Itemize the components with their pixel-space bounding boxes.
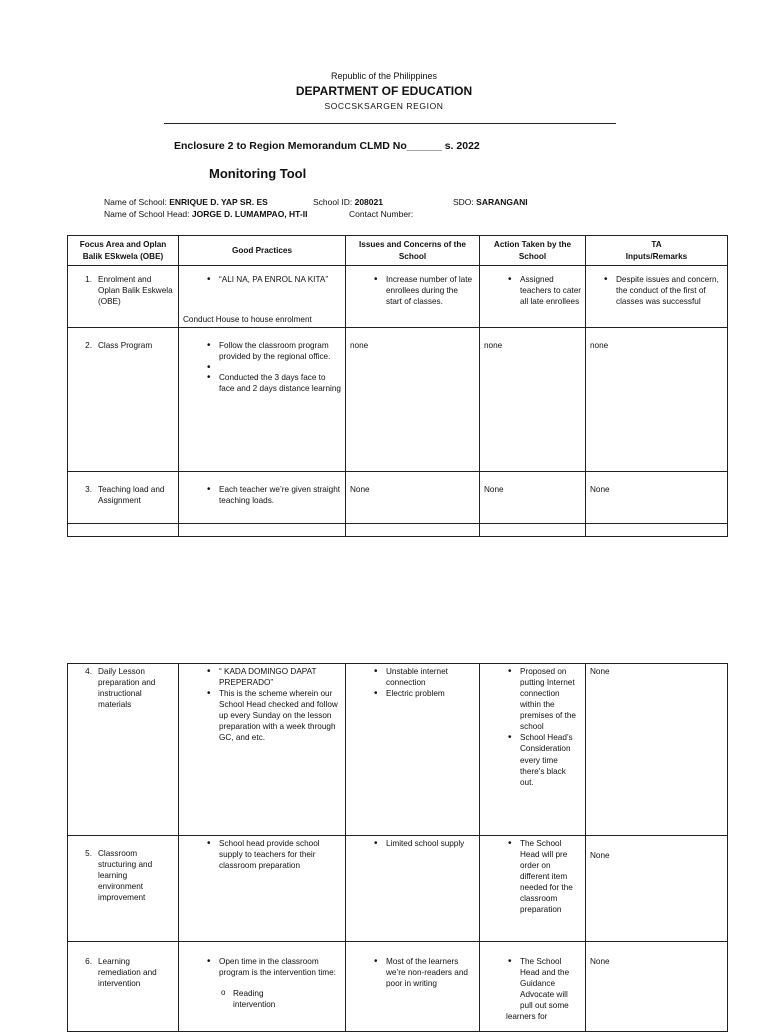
ta-header-label: TA: [651, 240, 662, 250]
row6-ta: None: [586, 942, 728, 1032]
col-action-header: Action Taken by the School: [480, 236, 586, 266]
row2-practices: [179, 328, 346, 472]
row4-practices: [179, 664, 346, 836]
row4-issue-1: • Unstable internet connection: [386, 666, 475, 688]
row5-action-text: • The School Head will pre order on different item needed for the classroom preparation: [520, 838, 581, 915]
row3-practice: • Each teacher we’re given straight teaching loads.: [219, 484, 341, 506]
row5-focus: [68, 836, 179, 942]
table-row: [68, 266, 728, 328]
row6-issues: [346, 942, 480, 1032]
row3-action: None: [480, 472, 586, 524]
region-line: SOCCSKSARGEN REGION: [324, 101, 444, 111]
row4-practice-2: • This is the scheme wherein our School Head checked and follow up every Sunday on the lesson preparation with a week through GC, and etc.: [219, 688, 341, 743]
enclosure-line: Enclosure 2 to Region Memorandum CLMD No______ s. 2022: [174, 140, 480, 152]
table-row: [68, 472, 728, 524]
row2-number: 2.: [85, 341, 92, 350]
monitoring-table-part-1: [67, 235, 728, 537]
row6-action: [480, 942, 586, 1032]
col-issues-header: Issues and Concerns of the School: [346, 236, 480, 266]
row6-focus: [68, 942, 179, 1032]
table-row: [68, 328, 728, 472]
row4-practice-1: • “ KADA DOMINGO DAPAT PREPERADO”: [219, 666, 341, 688]
row1-practice-bullet: • “ALI NA, PA ENROL NA KITA”: [219, 274, 341, 285]
school-name-line: [104, 197, 268, 207]
monitoring-table-part-2: [67, 663, 728, 1032]
col-focus-area-header: Focus Area and Oplan Balik ESkwela (OBE): [68, 236, 179, 266]
row3-number: 3.: [85, 485, 92, 494]
row5-focus-text: Classroom structuring and learning environment improvement: [98, 849, 153, 903]
row5-ta: None: [586, 836, 728, 942]
empty-cell: [179, 524, 346, 537]
row6-focus-text: Learning remediation and intervention: [98, 957, 157, 989]
empty-cell: [480, 524, 586, 537]
spacer: [219, 362, 341, 372]
row4-issue-2: • Electric problem: [386, 688, 475, 699]
row5-practices: [179, 836, 346, 942]
row6-action-cont: learners for: [506, 1012, 548, 1022]
col-ta-header: [586, 236, 728, 266]
row6-practice: • Open time in the classroom program is the intervention time:: [219, 956, 341, 978]
sdo-value: SARANGANI: [476, 197, 528, 207]
row1-issues: [346, 266, 480, 328]
row4-ta: None: [586, 664, 728, 836]
school-id-value: 208021: [354, 197, 383, 207]
empty-cell: [586, 524, 728, 537]
school-head-line: [104, 209, 307, 219]
row1-action: [480, 266, 586, 328]
school-name-label: Name of School:: [104, 197, 167, 207]
row2-ta: none: [586, 328, 728, 472]
row6-practices: [179, 942, 346, 1032]
empty-cell: [346, 524, 480, 537]
school-head-label: Name of School Head:: [104, 209, 190, 219]
row5-issues: [346, 836, 480, 942]
remarks-header-label: Inputs/Remarks: [625, 251, 688, 261]
row3-issues: None: [346, 472, 480, 524]
table-row: [68, 836, 728, 942]
school-head-value: JORGE D. LUMAMPAO, HT-II: [191, 209, 308, 219]
row2-practice-2: • Conducted the 3 days face to face and 2 days distance learning: [219, 372, 341, 394]
row2-action: none: [480, 328, 586, 472]
republic-line: Republic of the Philippines: [330, 71, 438, 81]
row2-issues: none: [346, 328, 480, 472]
col-good-practices-header: Good Practices: [179, 236, 346, 266]
table-row: [68, 942, 728, 1032]
row5-action: [480, 836, 586, 942]
school-id-label: School ID:: [313, 197, 353, 207]
row4-number: 4.: [85, 667, 92, 676]
contact-number-line: [349, 209, 413, 219]
row1-issue: • Increase number of late enrollees during the start of classes.: [386, 274, 475, 307]
row4-focus: [68, 664, 179, 836]
monitoring-tool-title: Monitoring Tool: [209, 166, 307, 181]
row4-action: [480, 664, 586, 836]
row6-number: 6.: [85, 957, 92, 966]
row6-practice-sub-cont: intervention: [233, 1000, 276, 1010]
row4-action-1: • Proposed on putting Internet connection within the premises of the school: [520, 666, 581, 732]
table-row-empty: [68, 524, 728, 537]
sdo-line: [453, 197, 528, 207]
empty-cell: [68, 524, 179, 537]
table-row: [68, 664, 728, 836]
school-id-line: [313, 197, 383, 207]
row3-focus-text: Teaching load and Assignment: [98, 485, 165, 506]
row1-number: 1.: [85, 275, 92, 284]
row4-issues: [346, 664, 480, 836]
contact-number-label: Contact Number:: [349, 209, 414, 219]
row6-practice-sub: o Reading: [233, 988, 341, 999]
sdo-label: SDO:: [453, 197, 474, 207]
row3-ta: None: [586, 472, 728, 524]
table-header-row: [68, 236, 728, 266]
row1-ta: [586, 266, 728, 328]
row5-issue: • Limited school supply: [386, 838, 475, 849]
row6-action-text: • The School Head and the Guidance Advocate will pull out some: [520, 956, 581, 1011]
school-name-value: ENRIQUE D. YAP SR. ES: [169, 197, 268, 207]
row2-practice-1: • Follow the classroom program provided by the regional office.: [219, 340, 341, 362]
row5-practice: • School head provide school supply to teachers for their classroom preparation: [219, 838, 341, 871]
row5-number: 5.: [85, 849, 92, 858]
row6-issue: • Most of the learners we’re non-readers and poor in writing: [386, 956, 475, 989]
row1-focus: [68, 266, 179, 328]
row3-practices: [179, 472, 346, 524]
row1-practices: [179, 266, 346, 328]
row4-focus-text: Daily Lesson preparation and instructional materials: [98, 667, 156, 710]
row2-focus: [68, 328, 179, 472]
row1-ta-text: • Despite issues and concern, the conduct of the first of classes was successful: [616, 274, 723, 307]
row3-focus: [68, 472, 179, 524]
row1-focus-text: Enrolment and Oplan Balik Eskwela (OBE): [98, 275, 173, 307]
row1-practice-note: Conduct House to house enrolment: [183, 314, 312, 324]
row1-action-text: • Assigned teachers to cater all late enrollees: [520, 274, 581, 307]
row4-action-2: • School Head’s Consideration every time there’s black out.: [520, 732, 581, 787]
row2-focus-text: Class Program: [98, 341, 153, 350]
department-title: DEPARTMENT OF EDUCATION: [295, 84, 473, 98]
header-divider: [164, 123, 616, 124]
